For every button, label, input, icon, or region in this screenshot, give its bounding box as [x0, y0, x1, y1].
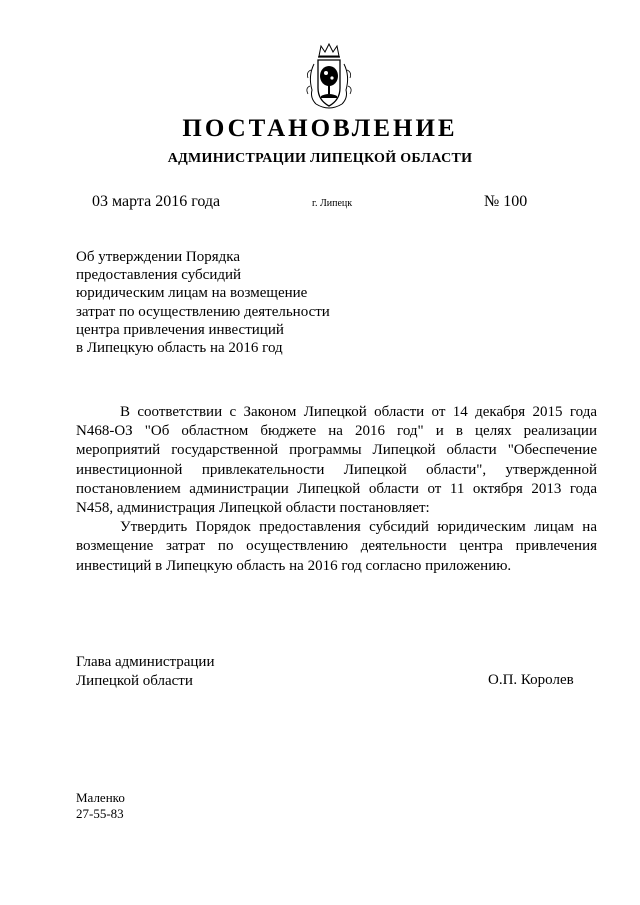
document-title: ПОСТАНОВЛЕНИЕ [182, 115, 458, 142]
document-city: г. Липецк [312, 198, 353, 209]
subject-line: предоставления субсидий [76, 267, 242, 284]
coat-of-arms-icon [302, 42, 356, 112]
issuing-authority: АДМИНИСТРАЦИИ ЛИПЕЦКОЙ ОБЛАСТИ [167, 151, 473, 166]
document-date: 03 марта 2016 года [92, 193, 221, 210]
subject-line: центра привлечения инвестиций [76, 321, 284, 338]
subject-line: в Липецкую область на 2016 год [76, 340, 283, 357]
signatory-position-line: Глава администрации [76, 654, 215, 670]
signatory-position-line: Липецкой области [76, 673, 193, 689]
signatory-name: О.П. Королев [488, 672, 574, 688]
document-subject [76, 248, 376, 357]
body-paragraph: Утвердить Порядок предоставления субсидий юридическим лицам на возмещение затрат по осуществлению деятельности центра привлечения инвестиций в Липецкую область на 2016 год согласно приложению. [76, 519, 597, 574]
subject-line: затрат по осуществлению деятельности [76, 303, 330, 320]
executor-phone: 27-55-83 [76, 806, 124, 821]
document-number: № 100 [484, 193, 528, 210]
subject-line: Об утверждении Порядка [76, 249, 240, 265]
body-paragraph: В соответствии с Законом Липецкой области от 14 декабря 2015 года N468-ОЗ "Об областном бюджете на 2016 год" и в целях реализации мероприятий государственной программы Липецкой области "Обеспечение инвестиционной привлекательности Липецкой области", утвержденной постановлением администрации Липецкой области от 11 октября 2013 года N458, администрация Липецкой области постановляет: [76, 404, 597, 517]
executor-info [76, 790, 125, 822]
signatory-position [76, 653, 214, 691]
executor-name: Маленко [76, 790, 125, 805]
document-body [76, 403, 597, 576]
subject-line: юридическим лицам на возмещение [76, 285, 308, 302]
